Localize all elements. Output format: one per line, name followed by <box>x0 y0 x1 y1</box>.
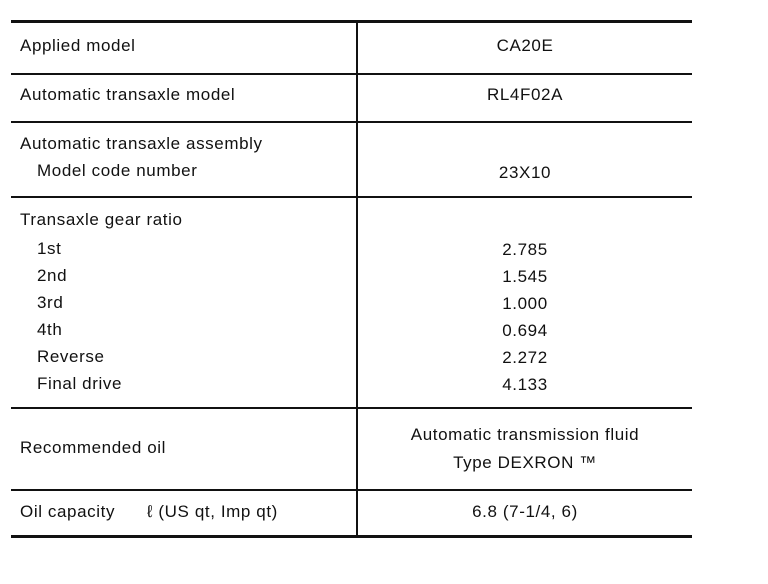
row-divider <box>11 196 692 198</box>
oil-capacity-label: Oil capacity ℓ (US qt, Imp qt) <box>20 502 278 521</box>
transaxle-assembly-label: Automatic transaxle assembly <box>20 134 263 153</box>
gear-ratio-4th-label: 4th <box>37 320 63 339</box>
transaxle-gear-ratio-label: Transaxle gear ratio <box>20 210 183 229</box>
recommended-oil-fluid-name: Automatic transmission fluid <box>410 425 640 444</box>
automatic-transaxle-model-label: Automatic transaxle model <box>20 85 236 104</box>
row-divider <box>11 121 692 123</box>
oil-capacity-value: 6.8 (7-1/4, 6) <box>472 502 578 521</box>
applied-model-label: Applied model <box>20 36 136 55</box>
gear-ratio-reverse-label: Reverse <box>37 347 105 366</box>
gear-ratio-2nd-value: 1.545 <box>502 267 548 286</box>
gear-ratio-3rd-label: 3rd <box>37 293 64 312</box>
recommended-oil-type: Type DEXRON ™ <box>453 453 597 472</box>
gear-ratio-1st-value: 2.785 <box>502 240 548 259</box>
gear-ratio-final-drive-label: Final drive <box>37 374 123 393</box>
row-divider <box>11 73 692 75</box>
row-divider <box>11 489 692 491</box>
table-bottom-border <box>11 535 692 538</box>
model-code-number-label: Model code number <box>37 161 198 180</box>
row-divider <box>11 407 692 409</box>
gear-ratio-1st-label: 1st <box>37 239 62 258</box>
gear-ratio-reverse-value: 2.272 <box>502 348 548 367</box>
model-code-number-value: 23X10 <box>498 163 552 182</box>
gear-ratio-4th-value: 0.694 <box>502 321 548 340</box>
applied-model-value: CA20E <box>496 36 554 55</box>
gear-ratio-3rd-value: 1.000 <box>502 294 548 313</box>
gear-ratio-final-drive-value: 4.133 <box>502 375 548 394</box>
table-top-border <box>11 20 692 23</box>
gear-ratio-2nd-label: 2nd <box>37 266 68 285</box>
automatic-transaxle-model-value: RL4F02A <box>486 85 564 104</box>
recommended-oil-label: Recommended oil <box>20 438 167 457</box>
